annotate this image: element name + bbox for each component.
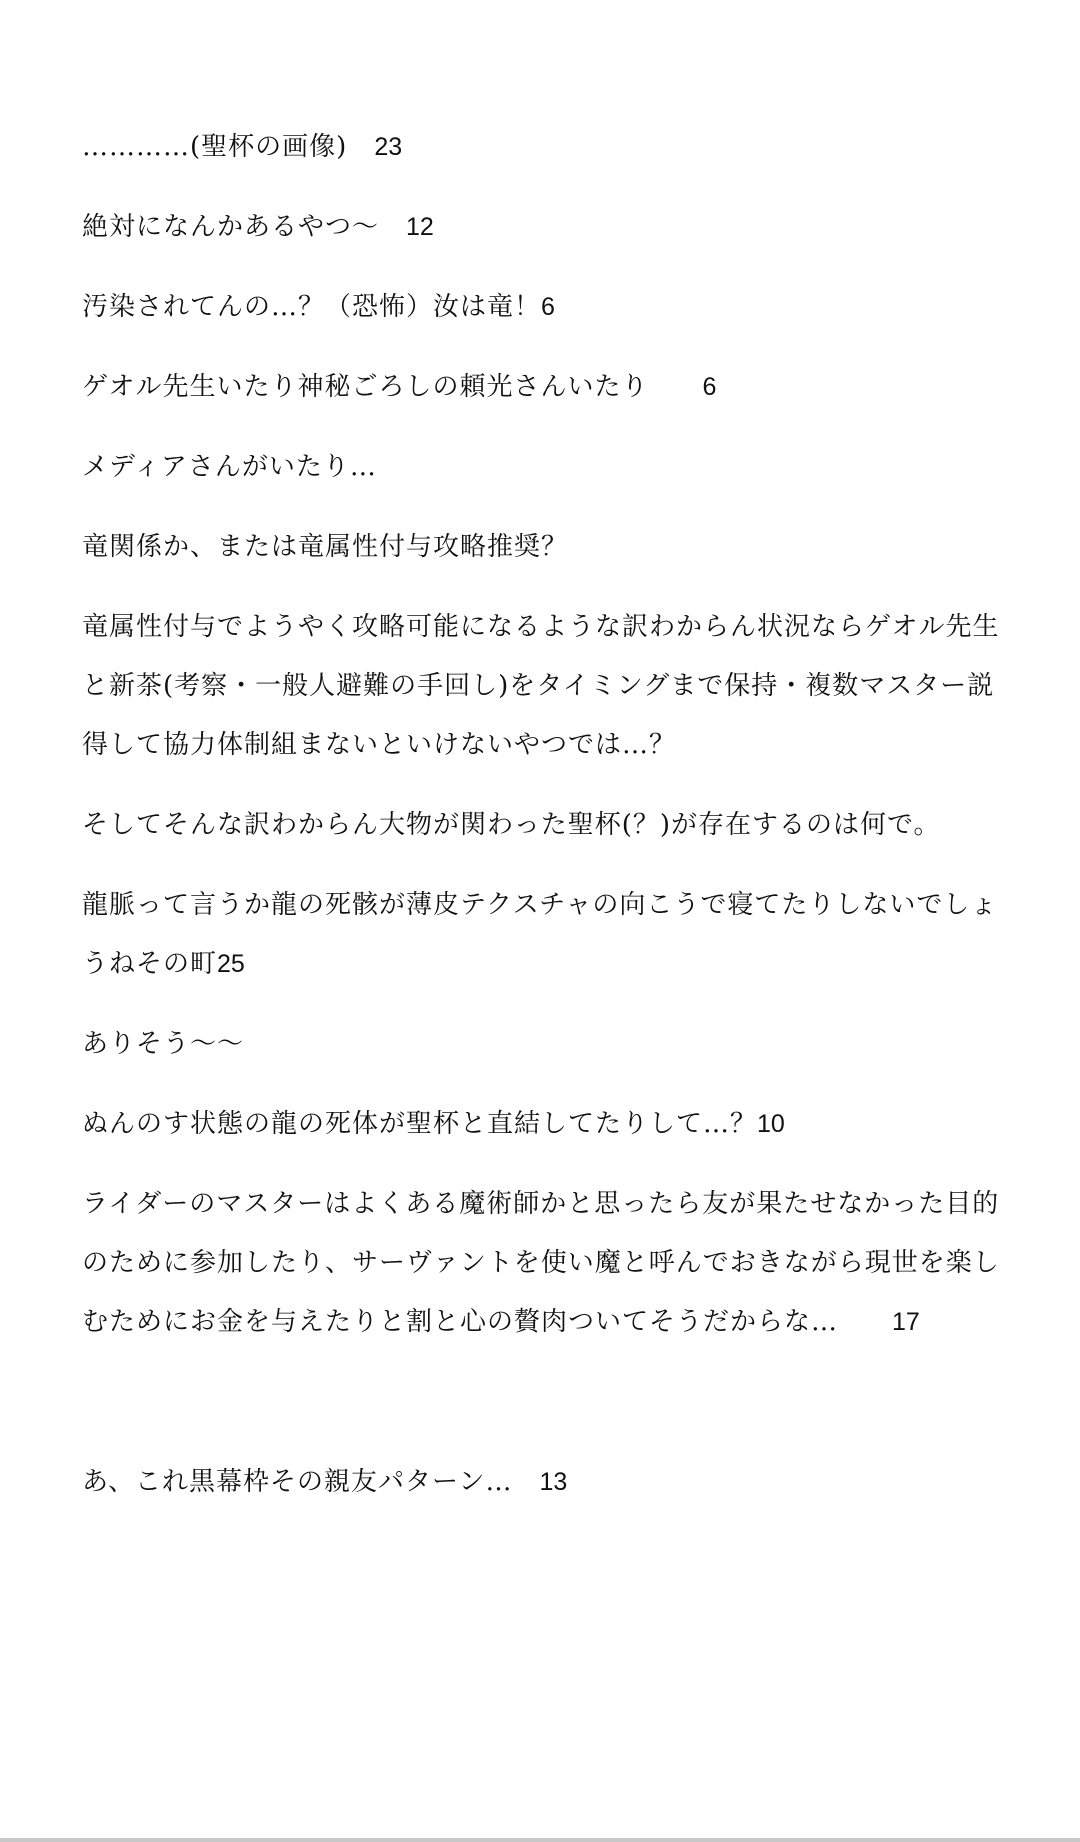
paragraph-6 (82, 518, 1002, 577)
paragraph-number: 25 (217, 950, 245, 978)
paragraph-number: 13 (539, 1468, 568, 1496)
paragraph-number: 6 (702, 373, 717, 401)
blank-line (82, 1373, 1002, 1453)
paragraph-3 (82, 278, 1002, 337)
paragraph-number: 17 (892, 1308, 920, 1336)
paragraph-12 (82, 1175, 1002, 1352)
paragraph-number: 23 (374, 133, 403, 161)
paragraph-text: ライダーのマスターはよくある魔術師かと思ったら友が果たせなかった目的のために参加したり、サーヴァントを使い魔と呼んでおきながら現世を楽しむためにお金を与えたりと割と心の贅肉ついてそうだからな… (82, 1189, 1000, 1337)
page-bottom-edge (0, 1838, 1080, 1842)
paragraph-number: 12 (406, 213, 434, 241)
paragraph-11 (82, 1095, 1002, 1154)
paragraph-text: メディアさんがいたり… (82, 452, 377, 482)
paragraph-text: ゲオル先生いたり神秘ごろしの頼光さんいたり (82, 372, 649, 402)
paragraph-8 (82, 796, 1002, 855)
paragraph-4 (82, 358, 1002, 417)
paragraph-9 (82, 876, 1002, 994)
paragraph-text: ぬんのす状態の龍の死体が聖杯と直結してたりして…？ (82, 1109, 758, 1139)
paragraph-text: 龍脈って言うか龍の死骸が薄皮テクスチャの向こうで寝てたりしないでしょうねその町 (82, 890, 998, 979)
paragraph-1 (82, 118, 1002, 177)
paragraph-text: そしてそんな訳わからん大物が関わった聖杯(？)が存在するのは何で。 (82, 810, 941, 840)
paragraph-text: 汚染されてんの…？（恐怖）汝は竜！ (82, 292, 542, 322)
paragraph-2 (82, 198, 1002, 257)
paragraph-number: 6 (541, 293, 555, 321)
paragraph-text: 竜属性付与でようやく攻略可能になるような訳わからん状況ならゲオル先生と新茶(考察・一般人避難の手回し)をタイミングまで保持・複数マスター説得して協力体制組まないといけないやつでは…？ (82, 612, 1000, 760)
paragraph-number: 10 (757, 1110, 785, 1138)
paragraph-text: あ、これ黒幕枠その親友パターン… (82, 1467, 513, 1497)
paragraph-10 (82, 1015, 1002, 1074)
paragraph-7 (82, 598, 1002, 775)
paragraph-text: 絶対になんかあるやつ〜 (82, 212, 380, 242)
paragraph-text: 竜関係か、または竜属性付与攻略推奨？ (82, 532, 569, 562)
paragraph-text: …………(聖杯の画像) (82, 132, 348, 162)
paragraph-text: ありそう〜〜 (82, 1029, 245, 1059)
paragraph-13 (82, 1453, 1002, 1512)
document-body (82, 118, 1002, 1533)
paragraph-5 (82, 438, 1002, 497)
